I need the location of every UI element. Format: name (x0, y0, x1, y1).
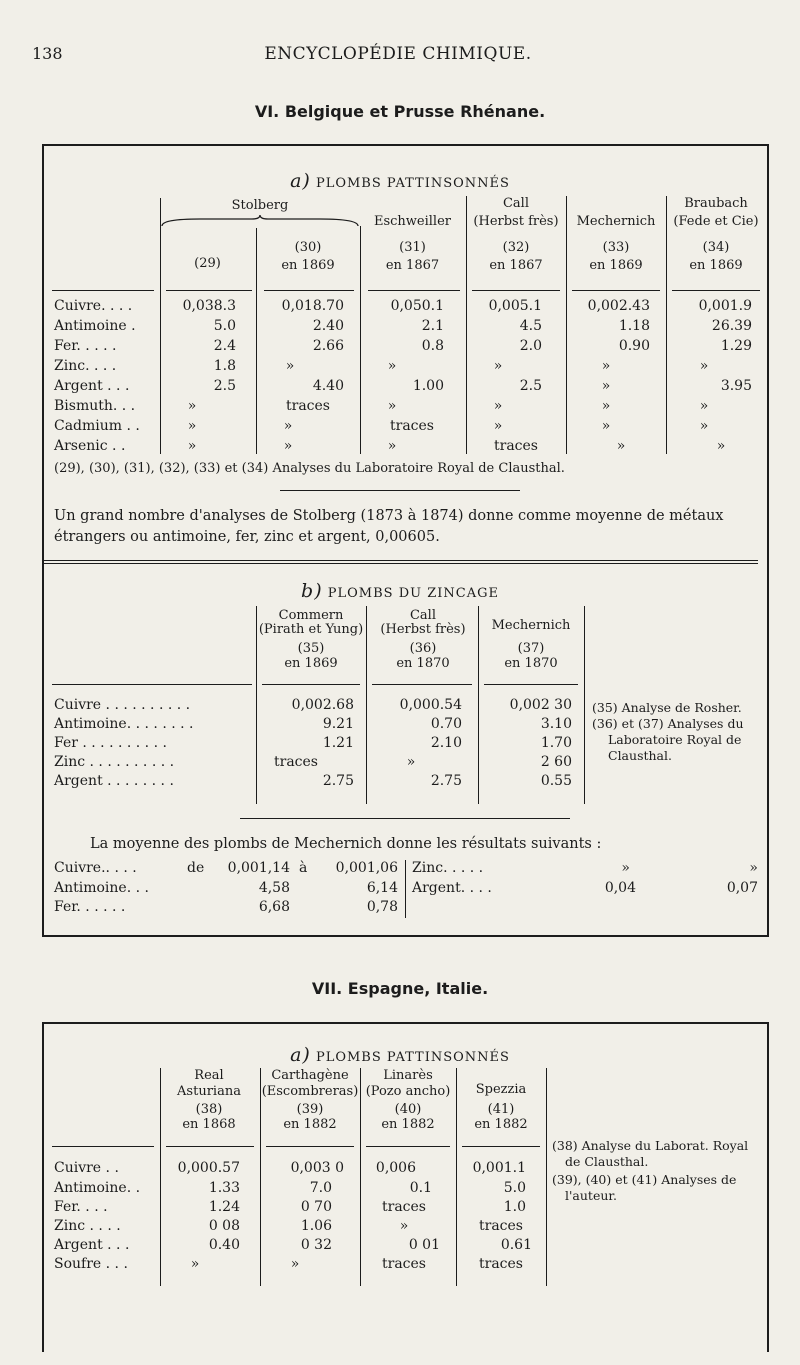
cell: 2.75 (322, 773, 354, 789)
cell: traces (479, 1256, 523, 1272)
cell: 0,000.57 (177, 1160, 240, 1176)
cell: 0 70 (300, 1199, 332, 1215)
row-label: Zinc . . . . (54, 1218, 121, 1234)
col-33-year: en 1869 (589, 258, 643, 273)
col-30-num: (30) (294, 240, 322, 255)
cell: 0.1 (409, 1180, 432, 1196)
cell: 0 32 (300, 1237, 332, 1253)
cell: 0,005.1 (488, 298, 542, 314)
row-label: Argent . . . (54, 378, 130, 394)
cell: » (283, 418, 293, 434)
cell: » (601, 418, 611, 434)
col-39-name: Carthagène (271, 1068, 349, 1083)
col-39-year: en 1882 (283, 1117, 337, 1132)
rule (405, 860, 406, 918)
col-38-name: Real (194, 1068, 224, 1083)
cell: 0 01 (408, 1237, 440, 1253)
cell: 0,018.70 (281, 298, 344, 314)
rule (52, 1146, 154, 1147)
rule (264, 290, 354, 291)
col-40-year: en 1882 (381, 1117, 435, 1132)
stolberg-paragraph-line1: Un grand nombre d'analyses de Stolberg (1873 à 1874) donne comme moyenne de métaux (54, 508, 724, 524)
row-label: Cuivre . . . . . . . . . . (54, 697, 191, 713)
row-label: Arsenic . . (54, 438, 126, 454)
cell: 2.10 (430, 735, 462, 751)
row-label: Fer. . . . (54, 1199, 108, 1215)
col-35-num: (35) (297, 641, 325, 656)
note-line: l'auteur. (565, 1188, 617, 1203)
row-label: Fer . . . . . . . . . . (54, 735, 167, 751)
col-40-num: (40) (394, 1102, 422, 1117)
row-label: Zinc . . . . . . . . . . (54, 754, 175, 770)
rule (462, 1146, 540, 1147)
cell: 1.8 (213, 358, 236, 374)
rule (368, 290, 460, 291)
note-line: Laboratoire Royal de (608, 732, 742, 747)
rule (546, 1068, 547, 1286)
cell: » (716, 438, 726, 454)
cell: 2.75 (430, 773, 462, 789)
table-vi-a-title: a) PLOMBS PATTINSONNÉS (290, 170, 510, 192)
cell: » (493, 418, 503, 434)
col-32-subname: (Herbst frès) (473, 214, 559, 229)
cell: » (399, 1218, 409, 1234)
cell: 0,001.9 (698, 298, 752, 314)
col-34-year: en 1869 (689, 258, 743, 273)
row-label: Argent. . . . (412, 880, 492, 896)
table-vii-a-title: a) PLOMBS PATTINSONNÉS (290, 1044, 510, 1066)
col-30-year: en 1869 (281, 258, 335, 273)
cell: 0.55 (540, 773, 572, 789)
cell: 1.33 (208, 1180, 240, 1196)
cell: 9.21 (322, 716, 354, 732)
cell: 1.29 (720, 338, 752, 354)
rule (240, 818, 570, 819)
cell: » (699, 418, 709, 434)
cell: 1.0 (503, 1199, 526, 1215)
cell: » (290, 1256, 300, 1272)
row-label: Argent . . . (54, 1237, 130, 1253)
cell: » (190, 1256, 200, 1272)
note-line: (35) Analyse de Rosher. (592, 700, 742, 715)
row-label: Cuivre . . (54, 1160, 119, 1176)
rule (52, 684, 252, 685)
rule (484, 684, 578, 685)
rule (366, 1146, 450, 1147)
cell: 6,14 (366, 880, 398, 896)
cell: 0.90 (618, 338, 650, 354)
col-36-year: en 1870 (396, 656, 450, 671)
cell: 26.39 (711, 318, 752, 334)
cell: 2.1 (421, 318, 444, 334)
cell: » (699, 358, 709, 374)
cell: 7.0 (309, 1180, 332, 1196)
cell: » (187, 438, 197, 454)
cell: 0.70 (430, 716, 462, 732)
cell: 2 60 (540, 754, 572, 770)
note-line: (38) Analyse du Laborat. Royal (552, 1138, 749, 1153)
rule (160, 1068, 161, 1286)
col-35-subname: (Pirath et Yung) (258, 622, 364, 637)
cell: 6,68 (258, 899, 290, 915)
col-41-num: (41) (487, 1102, 515, 1117)
row-label: Argent . . . . . . . . (54, 773, 174, 789)
cell: » (616, 438, 626, 454)
cell: 5.0 (503, 1180, 526, 1196)
cell: 1.18 (618, 318, 650, 334)
col-37-num: (37) (517, 641, 545, 656)
cell: » (387, 398, 397, 414)
cell: 4.5 (519, 318, 542, 334)
stolberg-group-header: Stolberg (231, 198, 289, 213)
row-label: Antimoine. . . (54, 880, 149, 896)
rule (166, 1146, 254, 1147)
col-36-name: Call (409, 608, 436, 623)
cell: 1.21 (322, 735, 354, 751)
cell: 1.70 (540, 735, 572, 751)
rule (266, 1146, 354, 1147)
rule (372, 684, 472, 685)
cell: » (406, 754, 416, 770)
cell: 5.0 (213, 318, 236, 334)
cell: 0,001,14 (227, 860, 290, 876)
rule (44, 563, 758, 564)
cell: 0.40 (208, 1237, 240, 1253)
row-label: Antimoine . (54, 318, 136, 334)
cell: » (285, 358, 295, 374)
col-34-num: (34) (702, 240, 730, 255)
cell: 0,001,06 (335, 860, 398, 876)
cell: 0,002.68 (291, 697, 354, 713)
cell: 2.66 (312, 338, 344, 354)
cell: 0,050.1 (390, 298, 444, 314)
col-37-name: Mechernich (491, 618, 571, 633)
cell: traces (274, 754, 318, 770)
cell: » (699, 398, 709, 414)
cell: 0,003 0 (290, 1160, 344, 1176)
col-34-subname: (Fede et Cie) (673, 214, 759, 229)
cell: » (283, 438, 293, 454)
col-34-name: Braubach (684, 196, 748, 211)
cell: » (187, 398, 197, 414)
cell: de (187, 860, 205, 876)
rule (166, 290, 252, 291)
rule (572, 290, 660, 291)
row-label: Bismuth. . . (54, 398, 136, 414)
cell: 3.10 (540, 716, 572, 732)
rule (280, 490, 520, 491)
row-label: Fer. . . . . (54, 338, 117, 354)
page-number: 138 (32, 44, 63, 63)
col-40-subname: (Pozo ancho) (365, 1084, 451, 1099)
col-39-num: (39) (296, 1102, 324, 1117)
cell: traces (382, 1199, 426, 1215)
stolberg-paragraph-line2: étrangers ou antimoine, fer, zinc et argent, 0,00605. (54, 529, 440, 545)
col-38-subname: Asturiana (177, 1084, 241, 1099)
cell: à (299, 860, 308, 876)
col-40-name: Linarès (383, 1068, 433, 1083)
cell: 4,58 (258, 880, 290, 896)
rule (44, 560, 758, 561)
cell: traces (494, 438, 538, 454)
cell: 2.5 (213, 378, 236, 394)
col-35-year: en 1869 (284, 656, 338, 671)
col-41-year: en 1882 (474, 1117, 528, 1132)
cell: 2.0 (519, 338, 542, 354)
cell: traces (286, 398, 330, 414)
table-vi-b-title: b) PLOMBS DU ZINCAGE (301, 580, 499, 602)
row-label: Zinc. . . . (54, 358, 117, 374)
cell: 2.40 (312, 318, 344, 334)
cell: » (493, 398, 503, 414)
cell: » (187, 418, 197, 434)
rule (262, 684, 360, 685)
stolberg-brace (160, 214, 360, 228)
row-label: Antimoine. . . . . . . . (54, 716, 194, 732)
cell: » (601, 378, 611, 394)
cell: 0,78 (366, 899, 398, 915)
cell: » (749, 860, 758, 876)
cell: 1.24 (208, 1199, 240, 1215)
cell: 0 08 (208, 1218, 240, 1234)
cell: 0,04 (604, 880, 636, 896)
col-37-year: en 1870 (504, 656, 558, 671)
col-36-num: (36) (409, 641, 437, 656)
cell: 0,001.1 (472, 1160, 526, 1176)
rule (472, 290, 560, 291)
running-title: ENCYCLOPÉDIE CHIMIQUE. (264, 44, 532, 64)
cell: » (601, 358, 611, 374)
cell: » (493, 358, 503, 374)
cell: 4.40 (312, 378, 344, 394)
col-32-name: Call (502, 196, 529, 211)
page-header (28, 44, 768, 68)
rule (672, 290, 760, 291)
cell: 0.61 (500, 1237, 532, 1253)
col-31-year: en 1867 (385, 258, 440, 273)
cell: 0,038.3 (182, 298, 236, 314)
note-line: Clausthal. (608, 748, 672, 763)
cell: 0,006 (375, 1160, 416, 1176)
row-label: Cuivre. . . . (54, 298, 133, 314)
row-label: Fer. . . . . . (54, 899, 126, 915)
col-36-subname: (Herbst frès) (380, 622, 466, 637)
col-39-subname: (Escombreras) (261, 1084, 359, 1099)
row-label: Zinc. . . . . (412, 860, 484, 876)
cell: 2.5 (519, 378, 542, 394)
section-vi-title: VI. Belgique et Prusse Rhénane. (254, 102, 546, 121)
rule (584, 606, 585, 804)
cell: 0,000.54 (399, 697, 462, 713)
cell: 0.8 (421, 338, 444, 354)
mechernich-intro: La moyenne des plombs de Mechernich donne les résultats suivants : (90, 836, 602, 852)
rule (360, 1068, 361, 1286)
cell: 2.4 (213, 338, 236, 354)
col-29-num: (29) (194, 256, 221, 271)
col-38-num: (38) (195, 1102, 223, 1117)
rule (456, 1068, 457, 1286)
row-label: Soufre . . . (54, 1256, 128, 1272)
col-41-name: Spezzia (475, 1082, 527, 1097)
col-31-name: Eschweiller (373, 214, 452, 229)
row-label: Cadmium . . (54, 418, 140, 434)
cell: » (601, 398, 611, 414)
note-line: (36) et (37) Analyses du (592, 716, 744, 731)
col-38-year: en 1868 (182, 1117, 236, 1132)
row-label: Antimoine. . (54, 1180, 141, 1196)
rule (52, 290, 154, 291)
cell: 1.00 (412, 378, 444, 394)
row-label: Cuivre.. . . . (54, 860, 137, 876)
col-33-name: Mechernich (576, 214, 656, 229)
cell: 1.06 (300, 1218, 332, 1234)
cell: » (387, 358, 397, 374)
note-line: (39), (40) et (41) Analyses de (552, 1172, 737, 1187)
col-35-name: Commern (278, 608, 344, 623)
col-33-num: (33) (602, 240, 630, 255)
cell: traces (382, 1256, 426, 1272)
col-32-num: (32) (502, 240, 530, 255)
rule (260, 1068, 261, 1286)
section-vii-title: VII. Espagne, Italie. (311, 979, 489, 998)
col-32-year: en 1867 (489, 258, 543, 273)
table-vi-a-footnote: (29), (30), (31), (32), (33) et (34) Analyses du Laboratoire Royal de Clausthal. (54, 461, 565, 476)
cell: traces (479, 1218, 523, 1234)
cell: 0,002.43 (587, 298, 650, 314)
cell: 0,002 30 (509, 697, 572, 713)
cell: 0,07 (726, 880, 758, 896)
col-31-num: (31) (399, 240, 426, 255)
cell: 3.95 (720, 378, 752, 394)
note-line: de Clausthal. (565, 1154, 649, 1169)
cell: » (387, 438, 397, 454)
cell: » (621, 860, 630, 876)
cell: traces (390, 418, 434, 434)
